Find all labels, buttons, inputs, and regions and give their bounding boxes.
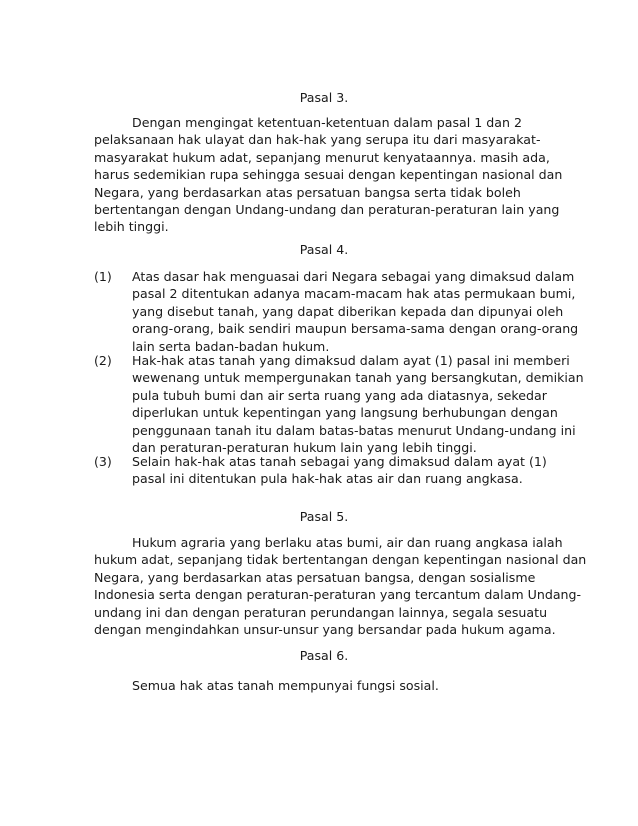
item-number: (2) xyxy=(94,353,112,368)
item-text xyxy=(132,352,584,456)
pasal-6-heading: Pasal 6. xyxy=(299,648,349,663)
text-line: pelaksanaan hak ulayat dan hak-hak yang serupa itu dari masyarakat- xyxy=(94,132,541,148)
text-line: diperlukan untuk kepentingan yang langsung berhubungan dengan xyxy=(132,405,558,421)
text-line: bertentangan dengan Undang-undang dan peraturan-peraturan lain yang xyxy=(94,202,560,218)
text-line: Semua hak atas tanah mempunyai fungsi sosial. xyxy=(132,678,439,693)
item-text xyxy=(132,453,554,488)
text-line: Selain hak-hak atas tanah sebagai yang dimaksud dalam ayat (1) xyxy=(132,454,547,469)
text-line: Hukum agraria yang berlaku atas bumi, air dan ruang angkasa ialah xyxy=(132,535,563,550)
text-line: Indonesia serta dengan peraturan-peraturan yang tercantum dalam Undang- xyxy=(94,587,582,603)
text-line: dan peraturan-peraturan hukum lain yang lebih tinggi. xyxy=(132,440,477,456)
text-line: orang-orang, baik sendiri maupun bersama-sama dengan orang-orang xyxy=(132,321,579,337)
text-line: harus sedemikian rupa sehingga sesuai dengan kepentingan nasional dan xyxy=(94,167,563,183)
text-line: Atas dasar hak menguasai dari Negara sebagai yang dimaksud dalam xyxy=(132,269,575,284)
text-line: masyarakat hukum adat, sepanjang menurut kenyataannya. masih ada, xyxy=(94,149,550,165)
pasal-6-paragraph xyxy=(94,677,554,694)
pasal-3-paragraph xyxy=(94,114,563,236)
text-line: Negara, yang berdasarkan atas persatuan bangsa, dengan sosialisme xyxy=(94,569,536,585)
item-number: (3) xyxy=(94,454,112,469)
text-line: pasal ini ditentukan pula hak-hak atas air dan ruang angkasa. xyxy=(132,471,523,487)
text-line: pasal 2 ditentukan adanya macam-macam hak atas permukaan bumi, xyxy=(132,286,576,302)
text-line: pula tubuh bumi dan air serta ruang yang ada diatasnya, sekedar xyxy=(132,387,547,403)
text-line: Negara, yang berdasarkan atas persatuan bangsa serta tidak boleh xyxy=(94,184,521,200)
text-line: dengan mengindahkan unsur-unsur yang bersandar pada hukum agama. xyxy=(94,622,556,638)
text-line: yang disebut tanah, yang dapat diberikan kepada dan dipunyai oleh xyxy=(132,303,564,319)
text-line: wewenang untuk mempergunakan tanah yang bersangkutan, demikian xyxy=(132,370,584,386)
text-line: Dengan mengingat ketentuan-ketentuan dalam pasal 1 dan 2 xyxy=(132,115,522,130)
pasal-3-heading: Pasal 3. xyxy=(299,90,349,105)
pasal-5-heading: Pasal 5. xyxy=(299,509,349,524)
pasal-4-heading: Pasal 4. xyxy=(299,242,349,257)
pasal-5-paragraph xyxy=(94,534,587,638)
item-number: (1) xyxy=(94,269,112,284)
text-line: lain serta badan-badan hukum. xyxy=(132,338,330,354)
text-line: undang ini dan dengan peraturan perundangan lainnya, segala sesuatu xyxy=(94,604,548,620)
text-line: penggunaan tanah itu dalam batas-batas menurut Undang-undang ini xyxy=(132,422,576,438)
text-line: Hak-hak atas tanah yang dimaksud dalam ayat (1) pasal ini memberi xyxy=(132,353,570,368)
item-text xyxy=(132,268,579,355)
text-line: lebih tinggi. xyxy=(94,219,169,235)
text-line: hukum adat, sepanjang tidak bertentangan dengan kepentingan nasional dan xyxy=(94,552,587,568)
